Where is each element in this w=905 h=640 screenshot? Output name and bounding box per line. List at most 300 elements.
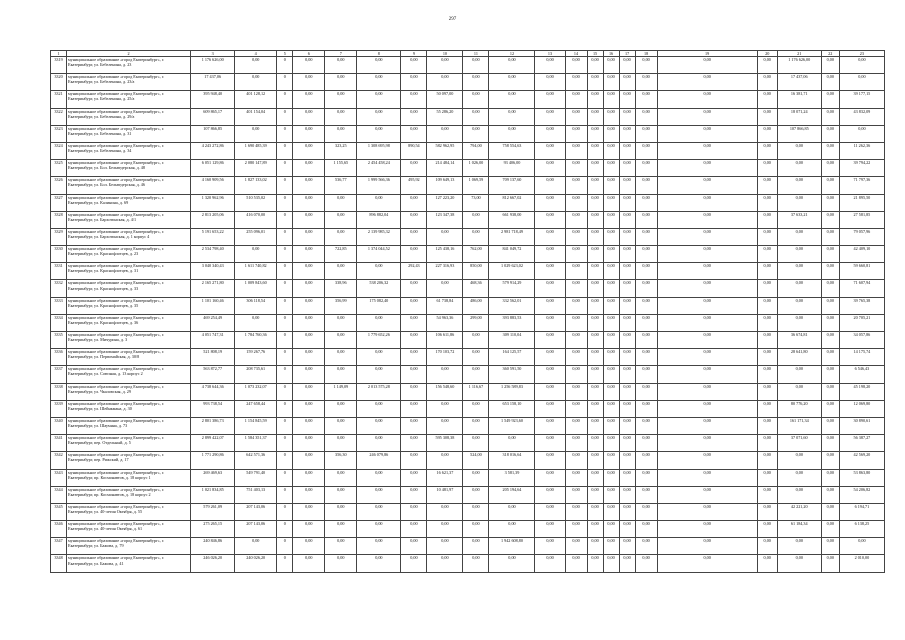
value-cell: 0,00 xyxy=(757,177,777,194)
row-number-cell: 3320 xyxy=(51,74,67,91)
value-cell: 3 581,39 xyxy=(489,469,535,486)
value-cell: 0,00 xyxy=(657,383,757,400)
table-row xyxy=(51,142,885,159)
value-cell: 0,00 xyxy=(757,246,777,263)
value-cell: 0,00 xyxy=(821,91,839,108)
value-cell: 0,00 xyxy=(619,74,635,91)
address-cell: муниципальное образование «город Екатеринбург», г. Екатеринбург, ул. Бебеленина, д. 23/a xyxy=(67,74,191,91)
value-cell: 0,00 xyxy=(463,521,489,538)
value-cell: 0,00 xyxy=(657,280,757,297)
value-cell: 93 406,00 xyxy=(489,160,535,177)
row-number-cell: 3322 xyxy=(51,108,67,125)
value-cell: 4 160 909,56 xyxy=(191,177,235,194)
value-cell: 1 155,65 xyxy=(325,160,357,177)
value-cell: 0,00 xyxy=(587,74,603,91)
value-cell: 0,00 xyxy=(757,194,777,211)
table-row xyxy=(51,74,885,91)
value-cell: 255 096,01 xyxy=(235,228,277,245)
value-cell: 0,00 xyxy=(565,57,587,74)
value-cell: 1 779 652,26 xyxy=(357,332,401,349)
value-cell: 0,00 xyxy=(635,435,657,452)
value-cell: 0,00 xyxy=(535,160,565,177)
value-cell: 0,00 xyxy=(325,503,357,520)
value-cell: 0,00 xyxy=(587,125,603,142)
address-cell: муниципальное образование «город Екатеринбург», г. Екатеринбург, ул. Бажова, д. 41 xyxy=(67,555,191,572)
value-cell: 0,00 xyxy=(357,555,401,572)
value-cell: 0,00 xyxy=(535,108,565,125)
row-number-cell: 3335 xyxy=(51,332,67,349)
value-cell: 2 165 271,80 xyxy=(191,280,235,297)
report-table-container xyxy=(50,50,885,573)
column-header: 2 xyxy=(67,51,191,57)
value-cell: 0,00 xyxy=(821,400,839,417)
value-cell: 0,00 xyxy=(635,417,657,434)
value-cell: 0,00 xyxy=(357,57,401,74)
value-cell: 0,00 xyxy=(535,142,565,159)
address-cell: муниципальное образование «город Екатеринбург», г. Екатеринбург, ул. Краснофлотцев, д. 31 xyxy=(67,263,191,280)
value-cell: 0,00 xyxy=(293,332,325,349)
address-cell: муниципальное образование «город Екатеринбург», г. Екатеринбург, ул. Бол. Бельведерская, д. 48 xyxy=(67,160,191,177)
value-cell: 0,00 xyxy=(657,108,757,125)
value-cell: 0,00 xyxy=(293,452,325,469)
value-cell: 0,00 xyxy=(293,246,325,263)
value-cell: 247 658,44 xyxy=(235,400,277,417)
value-cell: 0,00 xyxy=(565,417,587,434)
value-cell: 0,00 xyxy=(325,349,357,366)
value-cell: 0,00 xyxy=(777,314,821,331)
table-body xyxy=(51,51,885,573)
value-cell: 0,00 xyxy=(587,297,603,314)
value-cell: 653 158,10 xyxy=(489,400,535,417)
column-header: 10 xyxy=(427,51,463,57)
address-cell: муниципальное образование «город Екатеринбург», г. Екатеринбург, ул. 40-летия Октября, д. 61 xyxy=(67,521,191,538)
value-cell: 0,00 xyxy=(463,108,489,125)
address-cell: муниципальное образование «город Екатеринбург», г. Екатеринбург, ул. Краснофлотцев, д. 36 xyxy=(67,314,191,331)
table-row xyxy=(51,383,885,400)
value-cell: 0,00 xyxy=(619,108,635,125)
value-cell: 6 546,43 xyxy=(839,366,884,383)
value-cell: 0,00 xyxy=(535,125,565,142)
value-cell: 0 xyxy=(277,417,293,434)
value-cell: 0,00 xyxy=(635,452,657,469)
value-cell: 0,00 xyxy=(757,57,777,74)
value-cell: 0,00 xyxy=(657,211,757,228)
value-cell: 0,00 xyxy=(325,228,357,245)
value-cell: 0 xyxy=(277,108,293,125)
row-number-cell: 3323 xyxy=(51,125,67,142)
value-cell: 0,00 xyxy=(587,142,603,159)
column-header: 15 xyxy=(587,51,603,57)
value-cell: 0 xyxy=(277,160,293,177)
value-cell: 0,00 xyxy=(657,435,757,452)
value-cell: 0,00 xyxy=(565,349,587,366)
value-cell: 4 243 272,86 xyxy=(191,142,235,159)
value-cell: 4 738 644,36 xyxy=(191,383,235,400)
value-cell: 207 143,06 xyxy=(235,503,277,520)
value-cell: 0,00 xyxy=(619,177,635,194)
value-cell: 0,00 xyxy=(463,555,489,572)
value-cell: 106 611,86 xyxy=(427,332,463,349)
value-cell: 0,00 xyxy=(401,297,427,314)
value-cell: 0,00 xyxy=(777,246,821,263)
value-cell: 0,00 xyxy=(463,486,489,503)
value-cell: 159 267,76 xyxy=(235,349,277,366)
value-cell: 0,00 xyxy=(463,57,489,74)
value-cell: 5 191 653,22 xyxy=(191,228,235,245)
value-cell: 39 765,38 xyxy=(839,297,884,314)
value-cell: 0,00 xyxy=(463,211,489,228)
value-cell: 416 070,00 xyxy=(235,211,277,228)
value-cell: 2 813 205,06 xyxy=(191,211,235,228)
value-cell: 0,00 xyxy=(357,521,401,538)
value-cell: 0,00 xyxy=(293,263,325,280)
address-cell: муниципальное образование «город Екатеринбург», г. Екатеринбург, ул. Шаумяна, д. 73 xyxy=(67,417,191,434)
value-cell: 0,00 xyxy=(757,486,777,503)
value-cell: 0,00 xyxy=(587,486,603,503)
value-cell: 0,00 xyxy=(821,74,839,91)
value-cell: 0 xyxy=(277,91,293,108)
row-number-cell: 3343 xyxy=(51,469,67,486)
value-cell: 850,00 xyxy=(463,263,489,280)
value-cell: 0 xyxy=(277,57,293,74)
value-cell: 536,77 xyxy=(325,177,357,194)
value-cell: 0,00 xyxy=(565,503,587,520)
value-cell: 0,00 xyxy=(619,160,635,177)
value-cell: 538 206,32 xyxy=(357,280,401,297)
address-cell: муниципальное образование «город Екатеринбург», г. Екатеринбург, ул. Чкаловская, д. 29 xyxy=(67,383,191,400)
value-cell: 0,00 xyxy=(603,108,619,125)
value-cell: 0,00 xyxy=(357,349,401,366)
value-cell: 751 403,13 xyxy=(235,486,277,503)
value-cell: 0,00 xyxy=(587,503,603,520)
value-cell: 0,00 xyxy=(635,469,657,486)
value-cell: 0,00 xyxy=(757,366,777,383)
value-cell: 1 116,67 xyxy=(463,383,489,400)
value-cell: 0,00 xyxy=(657,349,757,366)
value-cell: 0,00 xyxy=(821,57,839,74)
value-cell: 0,00 xyxy=(635,91,657,108)
value-cell: 993 738,54 xyxy=(191,400,235,417)
value-cell: 0,00 xyxy=(489,555,535,572)
value-cell: 0,00 xyxy=(821,503,839,520)
value-cell: 275 265,15 xyxy=(191,521,235,538)
value-cell: 0,00 xyxy=(489,435,535,452)
value-cell: 0,00 xyxy=(565,366,587,383)
value-cell: 214 484,14 xyxy=(427,160,463,177)
value-cell: 0,00 xyxy=(401,486,427,503)
value-cell: 0,00 xyxy=(635,57,657,74)
value-cell: 309 110,04 xyxy=(489,332,535,349)
value-cell: 1 584 351,37 xyxy=(235,435,277,452)
table-row xyxy=(51,400,885,417)
value-cell: 0,00 xyxy=(565,314,587,331)
value-cell: 0 xyxy=(277,349,293,366)
value-cell: 0,00 xyxy=(587,366,603,383)
value-cell: 0,00 xyxy=(535,57,565,74)
value-cell: 0,00 xyxy=(565,452,587,469)
value-cell: 0,00 xyxy=(635,366,657,383)
value-cell: 0,00 xyxy=(565,91,587,108)
value-cell: 356,99 xyxy=(325,297,357,314)
value-cell: 18 071,24 xyxy=(777,108,821,125)
value-cell: 0,00 xyxy=(635,349,657,366)
value-cell: 1 690 485,39 xyxy=(235,142,277,159)
value-cell: 1 256 589,83 xyxy=(489,383,535,400)
value-cell: 0,00 xyxy=(463,366,489,383)
row-number-cell: 3346 xyxy=(51,521,67,538)
value-cell: 269 469,63 xyxy=(191,469,235,486)
column-header: 12 xyxy=(489,51,535,57)
value-cell: 0,00 xyxy=(635,521,657,538)
value-cell: 36 674,81 xyxy=(777,332,821,349)
value-cell: 0,00 xyxy=(489,91,535,108)
value-cell: 323,25 xyxy=(325,142,357,159)
value-cell: 0 xyxy=(277,469,293,486)
value-cell: 0,00 xyxy=(427,452,463,469)
value-cell: 0,00 xyxy=(619,383,635,400)
value-cell: 0,00 xyxy=(565,246,587,263)
value-cell: 0,00 xyxy=(401,57,427,74)
table-row xyxy=(51,263,885,280)
value-cell: 0,00 xyxy=(535,400,565,417)
value-cell: 0,00 xyxy=(635,314,657,331)
value-cell: 79 057,96 xyxy=(839,228,884,245)
value-cell: 609 865,17 xyxy=(191,108,235,125)
value-cell: 0,00 xyxy=(635,503,657,520)
value-cell: 0,00 xyxy=(565,194,587,211)
value-cell: 0,00 xyxy=(757,263,777,280)
value-cell: 0,00 xyxy=(657,160,757,177)
value-cell: 0,00 xyxy=(357,91,401,108)
value-cell: 0,00 xyxy=(757,314,777,331)
value-cell: 0,00 xyxy=(619,366,635,383)
value-cell: 0,00 xyxy=(535,538,565,555)
table-row xyxy=(51,417,885,434)
value-cell: 0,00 xyxy=(603,538,619,555)
report-table xyxy=(50,50,885,573)
value-cell: 0,00 xyxy=(325,538,357,555)
value-cell: 0,00 xyxy=(463,435,489,452)
value-cell: 28 641,80 xyxy=(777,349,821,366)
value-cell: 0,00 xyxy=(657,125,757,142)
value-cell: 0,00 xyxy=(603,194,619,211)
value-cell: 0,00 xyxy=(427,400,463,417)
value-cell: 0,00 xyxy=(603,452,619,469)
value-cell: 0,00 xyxy=(535,555,565,572)
column-header: 5 xyxy=(277,51,293,57)
value-cell: 0,00 xyxy=(293,521,325,538)
value-cell: 0,00 xyxy=(357,125,401,142)
value-cell: 0 xyxy=(277,74,293,91)
value-cell: 0,00 xyxy=(821,383,839,400)
value-cell: 0,00 xyxy=(657,74,757,91)
table-row xyxy=(51,486,885,503)
value-cell: 50 097,00 xyxy=(427,91,463,108)
value-cell: 0 xyxy=(277,521,293,538)
value-cell: 0,00 xyxy=(603,383,619,400)
row-number-cell: 3331 xyxy=(51,263,67,280)
value-cell: 0 xyxy=(277,555,293,572)
value-cell: 37 071,60 xyxy=(777,435,821,452)
value-cell: 0,00 xyxy=(777,280,821,297)
value-cell: 0,00 xyxy=(587,314,603,331)
value-cell: 246 079,86 xyxy=(357,452,401,469)
value-cell: 0,00 xyxy=(603,228,619,245)
value-cell: 0,00 xyxy=(777,160,821,177)
value-cell: 0,00 xyxy=(603,503,619,520)
value-cell: 2 454 458,24 xyxy=(357,160,401,177)
value-cell: 0,00 xyxy=(235,246,277,263)
value-cell: 0,00 xyxy=(619,211,635,228)
table-row xyxy=(51,469,885,486)
value-cell: 59 660,81 xyxy=(839,263,884,280)
value-cell: 207 143,06 xyxy=(235,521,277,538)
value-cell: 0,00 xyxy=(427,555,463,572)
row-number-cell: 3328 xyxy=(51,211,67,228)
column-header: 11 xyxy=(463,51,489,57)
value-cell: 0,00 xyxy=(427,280,463,297)
value-cell: 0,00 xyxy=(635,142,657,159)
value-cell: 0,00 xyxy=(777,142,821,159)
value-cell: 0,00 xyxy=(401,332,427,349)
value-cell: 0,00 xyxy=(401,211,427,228)
value-cell: 0,00 xyxy=(535,435,565,452)
value-cell: 0,00 xyxy=(401,91,427,108)
value-cell: 164 125,57 xyxy=(489,349,535,366)
value-cell: 71 797,36 xyxy=(839,177,884,194)
value-cell: 34 057,86 xyxy=(839,332,884,349)
row-number-cell: 3326 xyxy=(51,177,67,194)
value-cell: 61 184,34 xyxy=(777,521,821,538)
value-cell: 563 872,77 xyxy=(191,366,235,383)
value-cell: 0,00 xyxy=(293,91,325,108)
value-cell: 0,00 xyxy=(635,211,657,228)
value-cell: 1 942 608,80 xyxy=(489,538,535,555)
value-cell: 306 118,54 xyxy=(235,297,277,314)
value-cell: 0,00 xyxy=(293,469,325,486)
value-cell: 0,00 xyxy=(821,108,839,125)
value-cell: 0,00 xyxy=(463,503,489,520)
value-cell: 0,00 xyxy=(587,108,603,125)
value-cell: 0,00 xyxy=(635,400,657,417)
value-cell: 0,00 xyxy=(535,246,565,263)
value-cell: 0,00 xyxy=(565,263,587,280)
value-cell: 0,00 xyxy=(619,349,635,366)
value-cell: 0,00 xyxy=(777,177,821,194)
value-cell: 123 347,38 xyxy=(427,211,463,228)
value-cell: 0,00 xyxy=(635,263,657,280)
value-cell: 0,00 xyxy=(357,194,401,211)
value-cell: 156 548,60 xyxy=(427,383,463,400)
value-cell: 0,00 xyxy=(357,417,401,434)
value-cell: 0,00 xyxy=(587,521,603,538)
value-cell: 0,00 xyxy=(587,211,603,228)
value-cell: 0,00 xyxy=(357,74,401,91)
row-number-cell: 3324 xyxy=(51,142,67,159)
value-cell: 0,00 xyxy=(489,108,535,125)
value-cell: 0,00 xyxy=(619,280,635,297)
value-cell: 841 049,72 xyxy=(489,246,535,263)
value-cell: 0,00 xyxy=(565,435,587,452)
value-cell: 42 221,20 xyxy=(777,503,821,520)
value-cell: 0 xyxy=(277,211,293,228)
value-cell: 0,00 xyxy=(489,503,535,520)
value-cell: 107 866,85 xyxy=(191,125,235,142)
value-cell: 393 883,53 xyxy=(489,314,535,331)
column-header: 23 xyxy=(839,51,884,57)
value-cell: 2 534 798,40 xyxy=(191,246,235,263)
row-number-cell: 3339 xyxy=(51,400,67,417)
value-cell: 0,00 xyxy=(463,125,489,142)
value-cell: 80 776,20 xyxy=(777,400,821,417)
address-cell: муниципальное образование «город Екатеринбург», г. Екатеринбург, ул. Краснофлотцев, д. 23 xyxy=(67,246,191,263)
value-cell: 0,00 xyxy=(657,452,757,469)
value-cell: 0,00 xyxy=(757,332,777,349)
value-cell: 401 154,04 xyxy=(235,108,277,125)
value-cell: 0,00 xyxy=(325,332,357,349)
value-cell: 0,00 xyxy=(619,400,635,417)
value-cell: 0,00 xyxy=(603,91,619,108)
value-cell: 0,00 xyxy=(293,211,325,228)
value-cell: 0,00 xyxy=(535,349,565,366)
value-cell: 794,00 xyxy=(463,142,489,159)
value-cell: 0,00 xyxy=(619,142,635,159)
value-cell: 0,00 xyxy=(535,211,565,228)
value-cell: 0,00 xyxy=(777,263,821,280)
value-cell: 125 438,16 xyxy=(427,246,463,263)
page-number: 297 xyxy=(448,17,457,22)
address-cell: муниципальное образование «город Екатеринбург», г. Екатеринбург, ул. Бебеленина, д. 29/a xyxy=(67,108,191,125)
value-cell: 0,00 xyxy=(777,366,821,383)
value-cell: 0,00 xyxy=(821,538,839,555)
value-cell: 0,00 xyxy=(565,469,587,486)
value-cell: 469 254,49 xyxy=(191,314,235,331)
value-cell: 0,00 xyxy=(463,332,489,349)
value-cell: 0,00 xyxy=(565,555,587,572)
row-number-cell: 3344 xyxy=(51,486,67,503)
value-cell: 0,00 xyxy=(603,263,619,280)
value-cell: 0,00 xyxy=(635,160,657,177)
value-cell: 0 xyxy=(277,314,293,331)
value-cell: 0 xyxy=(277,194,293,211)
value-cell: 0,00 xyxy=(325,469,357,486)
table-row xyxy=(51,555,885,572)
value-cell: 0,00 xyxy=(565,160,587,177)
value-cell: 0,00 xyxy=(535,521,565,538)
value-cell: 0,00 xyxy=(821,366,839,383)
value-cell: 0,00 xyxy=(839,57,884,74)
value-cell: 0,00 xyxy=(565,297,587,314)
column-header: 1 xyxy=(51,51,67,57)
address-cell: муниципальное образование «город Екатеринбург», г. Екатеринбург, пр. Космонавтов, д. 18 корпус 1 xyxy=(67,469,191,486)
value-cell: 0,00 xyxy=(535,297,565,314)
value-cell: 0,00 xyxy=(635,555,657,572)
address-cell: муниципальное образование «город Екатеринбург», г. Екатеринбург, ул. Бебеленина, д. 25/a xyxy=(67,91,191,108)
value-cell: 0,00 xyxy=(757,280,777,297)
value-cell: 0,00 xyxy=(535,383,565,400)
value-cell: 0,00 xyxy=(635,538,657,555)
value-cell: 0,00 xyxy=(325,211,357,228)
value-cell: 360 591,50 xyxy=(489,366,535,383)
value-cell: 0,00 xyxy=(657,297,757,314)
value-cell: 0,00 xyxy=(657,91,757,108)
value-cell: 0,00 xyxy=(401,366,427,383)
value-cell: 54 206,82 xyxy=(839,486,884,503)
value-cell: 21 895,50 xyxy=(839,194,884,211)
value-cell: 0,00 xyxy=(657,142,757,159)
value-cell: 0,00 xyxy=(535,332,565,349)
value-cell: 0,00 xyxy=(535,228,565,245)
